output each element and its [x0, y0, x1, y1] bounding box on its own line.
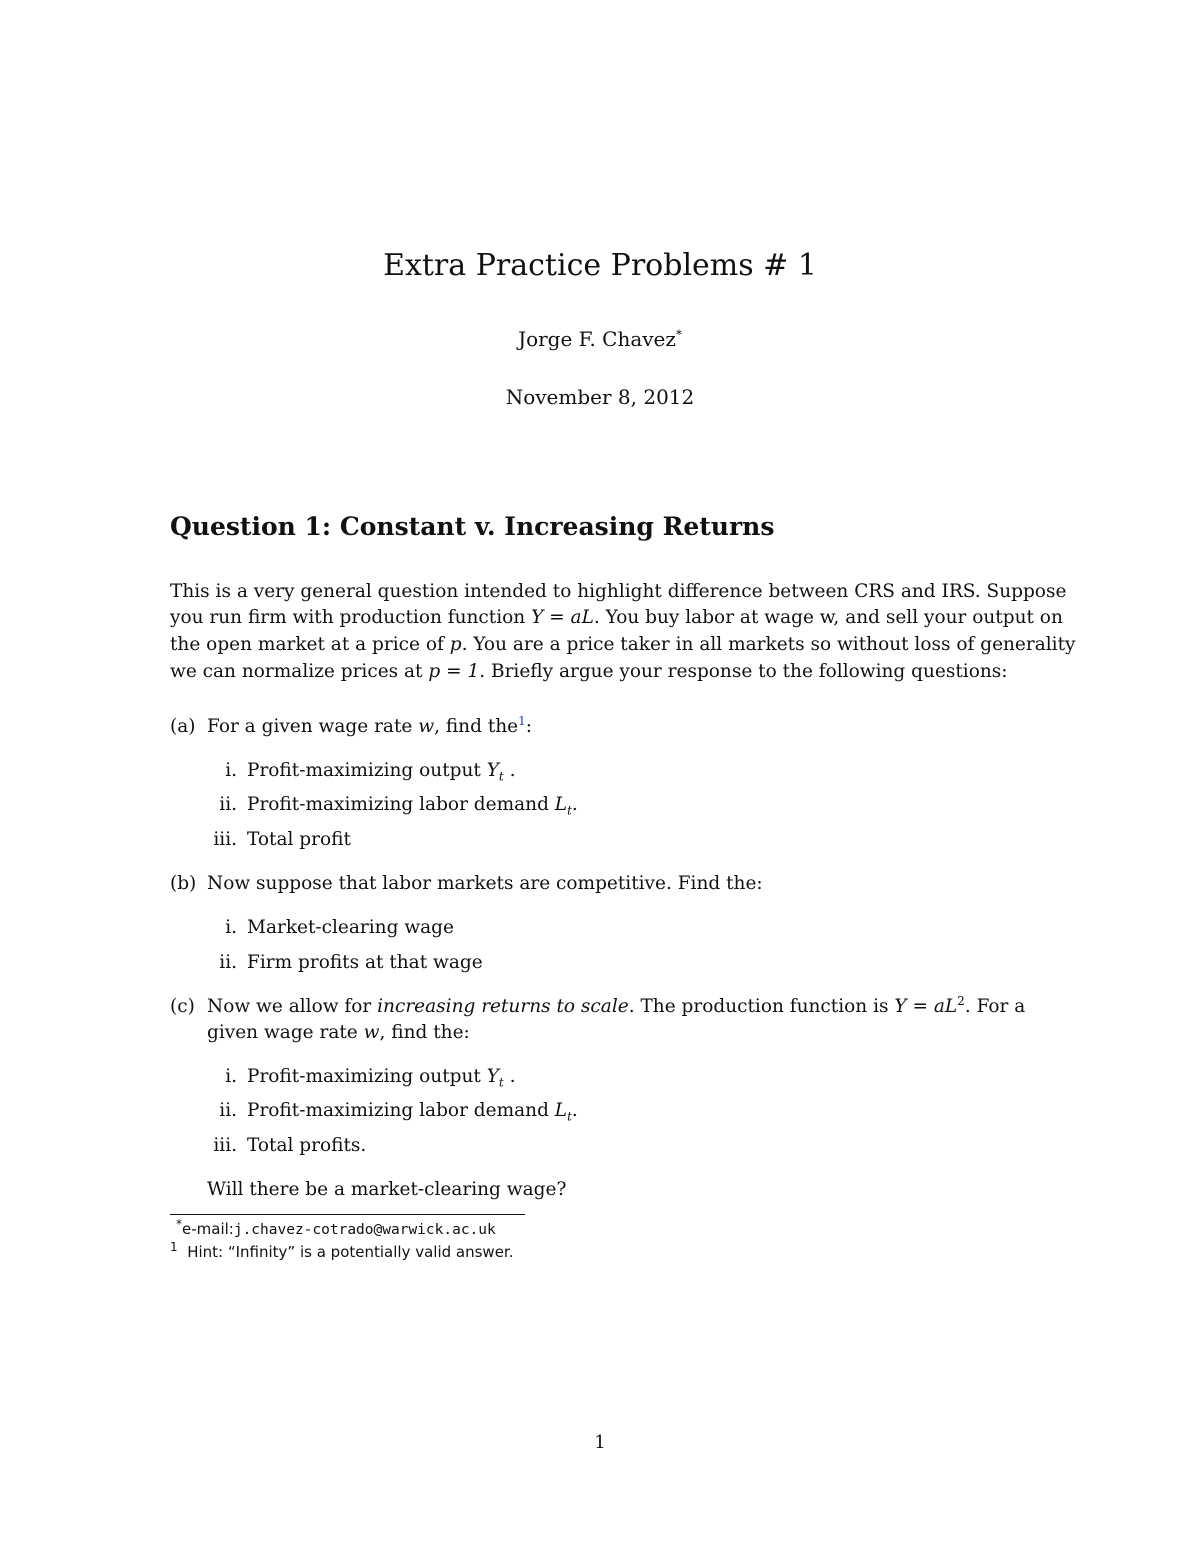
part-b-item-1-label: i. [225, 917, 237, 938]
part-b-item-2: Firm profits at that wage [247, 952, 483, 973]
footnote-1-mark: 1 [170, 1240, 178, 1254]
intro-text: you run firm with production function [170, 607, 532, 628]
part-a-math: w [418, 716, 435, 737]
intro-line-2 [170, 607, 1063, 628]
intro-line-1 [170, 581, 1067, 602]
part-a-text [207, 713, 532, 737]
item-subscript: t [498, 769, 504, 784]
document-date: November 8, 2012 [505, 385, 695, 409]
email-link[interactable]: j.chavez-cotrado@warwick.ac.uk [233, 1222, 496, 1238]
footnote-rule [170, 1214, 525, 1215]
part-c-item-3: Total profits. [247, 1135, 367, 1156]
item-subscript: t [567, 803, 572, 818]
intro-line-3 [170, 634, 1076, 655]
intro-line-4 [170, 661, 1060, 682]
part-c-closing-question: Will there be a market-clearing wage? [207, 1179, 567, 1200]
item-text-end: . [503, 1066, 516, 1087]
part-b-item-2-label: ii. [219, 952, 237, 973]
part-a-text-end: : [525, 716, 532, 737]
intro-text: we can normalize prices at [170, 661, 429, 682]
intro-math: p = 1 [428, 661, 480, 682]
author-footnote-mark: * [675, 327, 682, 342]
item-text-end: . [571, 1100, 578, 1121]
item-math: L [554, 794, 568, 815]
item-text: Profit-maximizing output [247, 760, 487, 781]
item-math: L [554, 1100, 568, 1121]
part-b-item-1: Market-clearing wage [247, 917, 454, 938]
item-text-end: . [571, 794, 578, 815]
item-math: Y [486, 760, 499, 781]
intro-text: . You are a price taker in all markets so without loss of generality [461, 634, 1076, 655]
author-line [0, 327, 1200, 351]
part-c-exponent: 2 [957, 993, 965, 1008]
part-c-math: w [363, 1022, 380, 1043]
part-c-text: Now we allow for [207, 996, 378, 1017]
part-a-item-2 [247, 794, 578, 818]
part-c-text: given wage rate [207, 1022, 364, 1043]
part-c-text: , find the: [379, 1022, 470, 1043]
footnote-hint [170, 1240, 514, 1261]
footnote-email [176, 1217, 496, 1238]
item-text: Profit-maximizing labor demand [247, 794, 555, 815]
part-c-line-1 [207, 993, 1060, 1017]
part-a-item-3: Total profit [247, 829, 351, 850]
intro-text: This is a very general question intended to highlight difference between CRS and IRS. Suppose [170, 581, 1067, 602]
part-c-line-2 [207, 1022, 470, 1043]
part-a-item-1-label: i. [225, 760, 237, 781]
item-subscript: t [567, 1109, 572, 1124]
question-1-heading: Question 1: Constant v. Increasing Returns [170, 512, 775, 541]
part-a-text-start: For a given wage rate [207, 716, 419, 737]
part-a-item-1 [247, 760, 516, 784]
part-a-item-2-label: ii. [219, 794, 237, 815]
intro-text: . Briefly argue your response to the following questions: [479, 661, 1008, 682]
item-text: Profit-maximizing output [247, 1066, 487, 1087]
item-math: Y [486, 1066, 499, 1087]
part-b-label: (b) [170, 873, 197, 894]
part-a-item-3-label: iii. [213, 829, 237, 850]
footnote-hint-text: Hint: “Infinity” is a potentially valid answer. [187, 1243, 514, 1261]
part-a-label: (a) [170, 716, 196, 737]
intro-math: Y = aL [531, 607, 594, 628]
part-c-item-2-label: ii. [219, 1100, 237, 1121]
part-c-text: . The production function is [628, 996, 895, 1017]
document-title: Extra Practice Problems # 1 [383, 248, 817, 283]
part-c-label: (c) [170, 996, 195, 1017]
author-name: Jorge F. Chavez [518, 327, 676, 351]
intro-math: p [449, 634, 462, 655]
page-number: 1 [594, 1432, 606, 1453]
part-c-text: . For a [964, 996, 1026, 1017]
part-a-text-mid: , find the [434, 716, 519, 737]
item-text-end: . [503, 760, 516, 781]
footnote-star-mark: * [176, 1217, 182, 1231]
part-c-item-1-label: i. [225, 1066, 237, 1087]
part-c-item-3-label: iii. [213, 1135, 237, 1156]
part-c-item-1 [247, 1066, 516, 1090]
intro-text: the open market at a price of [170, 634, 450, 655]
part-c-math: Y = aL [894, 996, 958, 1017]
item-subscript: t [498, 1075, 504, 1090]
item-text: Profit-maximizing labor demand [247, 1100, 555, 1121]
footnote-email-prefix: e-mail: [182, 1220, 234, 1238]
part-c-emphasis: increasing returns to scale [377, 996, 629, 1017]
footnote-1-link[interactable]: 1 [518, 713, 526, 728]
part-b-text: Now suppose that labor markets are competitive. Find the: [207, 873, 763, 894]
intro-text: . You buy labor at wage w, and sell your output on [593, 607, 1063, 628]
part-c-item-2 [247, 1100, 578, 1124]
